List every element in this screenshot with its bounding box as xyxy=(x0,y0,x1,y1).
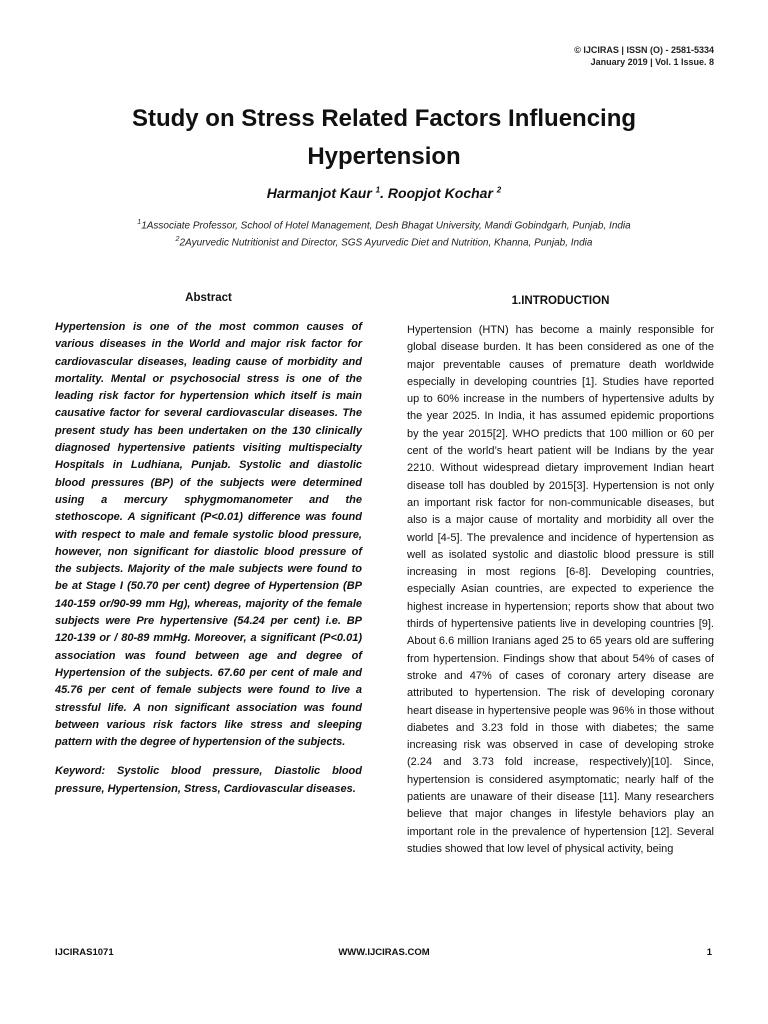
author-1: Harmanjot Kaur xyxy=(266,185,372,201)
affiliation-2-mark: 2 xyxy=(175,236,180,243)
footer-website: WWW.IJCIRAS.COM xyxy=(338,947,430,958)
abstract-column xyxy=(55,292,362,798)
keywords: Keyword: Systolic blood pressure, Diastolic blood pressure, Hypertension, Stress, Cardiovascular diseases. xyxy=(55,765,362,795)
journal-issn: © IJCIRAS | ISSN (O) - 2581-5334 xyxy=(574,45,714,55)
affiliation-2-text: 2Ayurvedic Nutritionist and Director, SGS Ayurvedic Diet and Nutrition, Khanna, Punjab, India xyxy=(179,237,593,249)
journal-issue: January 2019 | Vol. 1 Issue. 8 xyxy=(590,57,714,67)
footer-page-number: 1 xyxy=(706,947,712,958)
affiliation-2 xyxy=(0,236,768,248)
introduction-body: Hypertension (HTN) has become a mainly responsible for global disease burden. It has been considered as one of the major preventable causes of premature death worldwide especially in developing countries [1]. Studies have reported up to 60% increase in the numbers of hypertensive adults by the year 2025. In India, it has assumed epidemic proportions by the year 2015[2]. WHO predicts that 100 million or 60 per cent of the world’s heart patient will be Indians by the year 2210. Without widespread dietary improvement Indian heart disease toll has doubled by 2015[3]. Hypertension is not only an important risk factor for non-communicable diseases, but also is a major cause of mortality and morbidity all over the world [4-5]. The prevalence and incidence of hypertension as well as isolated systolic and diastolic blood pressure is still increasing in most regions [6-8]. Developing countries, especially Asian countries, are expected to experience the highest increase in hypertension; reports show that about two thirds of hypertensive patients live in developing countries [9]. About 6.6 million Iranians aged 25 to 65 years old are suffering from hypertension. Findings show that about 54% of cases of stroke and 47% of cases of coronary artery disease are attributed to hypertension. The risk of developing coronary heart disease in hypertensive people was 96% in those without diabetes and 3.23 fold in those with diabetes; the same increasing risk was observed in case of developing stroke (2.24 and 3.73 fold increase, respectively)[10]. Since, hypertension is considered asymptomatic; nearly half of the patients are unaware of their disease [11]. Many researchers believe that major changes in lifestyle behaviors play an important role in the prevalence of hypertension [12]. Several studies showed that low level of physical activity, being xyxy=(407,324,714,855)
paper-title: Study on Stress Related Factors Influencing Hypertension xyxy=(131,105,637,170)
abstract-body: Hypertension is one of the most common causes of various diseases in the World and major risk factor for cardiovascular diseases, leading cause of morbidity and mortality. Mental or psychosocial stress is one of the leading risk factor for hypertension which itself is main causative factor for several cardiovascular diseases. The present study has been undertaken on the 130 clinically diagnosed hypertensive patients visiting multispecialty Hospitals in Ludhiana, Punjab. Systolic and diastolic blood pressures (BP) of the subjects were determined using a mercury sphygmomanometer and the stethoscope. A significant (P<0.01) difference was found with respect to male and female systolic blood pressure, however, non significant for diastolic blood pressure of the subjects. Majority of the male subjects were found to be at Stage I (50.70 per cent) degree of Hypertension (BP 140-159 or/90-99 mm Hg), whereas, majority of the female subjects were Pre hypertensive (54.24 per cent) i.e. BP 120-139 or / 80-89 mmHg. Moreover, a significant (P<0.01) association was found between age and degree of Hypertension of the subjects. 67.60 per cent of male and 45.76 per cent of female subjects were found to live a stressful life. A non significant association was found between various risk factors like stress and sleeping pattern with the degree of hypertension of the subjects. xyxy=(55,321,362,749)
author-1-mark: 1 xyxy=(375,185,381,195)
footer-paper-id: IJCIRAS1071 xyxy=(55,947,114,958)
introduction-heading: 1.INTRODUCTION xyxy=(511,295,610,307)
affiliation-1 xyxy=(0,219,768,231)
journal-info xyxy=(574,44,714,68)
abstract-heading: Abstract xyxy=(185,292,232,304)
author-line xyxy=(0,185,768,201)
author-2: Roopjot Kochar xyxy=(387,185,493,201)
affiliation-1-mark: 1 xyxy=(137,219,142,226)
author-separator: . xyxy=(380,185,385,201)
author-2-mark: 2 xyxy=(496,185,502,195)
affiliation-1-text: 1Associate Professor, School of Hotel Management, Desh Bhagat University, Mandi Gobindgarh, Punjab, India xyxy=(141,220,631,232)
introduction-column xyxy=(407,295,714,922)
